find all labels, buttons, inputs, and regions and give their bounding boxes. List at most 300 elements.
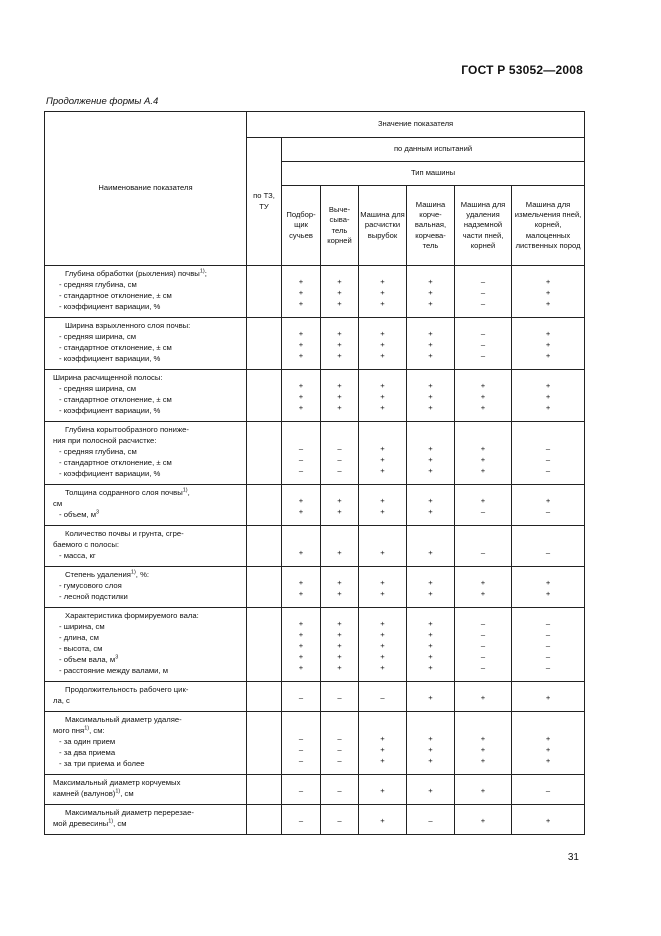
value-mark: + — [545, 299, 551, 308]
machine-value-cell — [321, 805, 359, 835]
header-test-group: по данным испытаний — [282, 138, 585, 162]
value-mark: + — [428, 578, 433, 587]
indicator-name-cell — [45, 682, 247, 712]
value-mark: + — [337, 277, 342, 286]
footnote-mark: 1) — [84, 725, 90, 732]
machine-value-cell — [321, 422, 359, 485]
header-machine-6: Машина для измельчения пней, корней, малоценных лиственных пород — [512, 186, 585, 266]
indicator-name-cell — [45, 318, 247, 370]
indicator-text: камней (валунов) — [53, 789, 116, 798]
spec-cell — [247, 712, 282, 775]
value-mark — [359, 526, 406, 537]
value-mark — [512, 723, 584, 734]
spec-value — [247, 630, 281, 641]
value-mark: + — [428, 288, 433, 297]
value-mark: + — [298, 381, 304, 390]
value-mark: + — [380, 630, 385, 639]
machine-value-cell — [407, 775, 455, 805]
value-mark: + — [380, 641, 385, 650]
value-mark — [359, 318, 406, 329]
value-mark — [407, 608, 454, 619]
spec-value — [247, 370, 281, 381]
value-mark: + — [380, 619, 385, 628]
spec-cell — [247, 318, 282, 370]
value-mark — [359, 712, 406, 723]
spec-cell — [247, 608, 282, 682]
value-mark: + — [380, 340, 385, 349]
machine-value-cell — [455, 370, 512, 422]
machine-value-cell — [321, 775, 359, 805]
footnote-mark: 3 — [96, 509, 100, 516]
indicator-text: - объем вала, м — [59, 655, 116, 664]
value-mark: + — [380, 745, 385, 754]
spec-value — [247, 775, 281, 786]
value-mark: – — [545, 630, 551, 639]
value-mark — [512, 608, 584, 619]
continuation-caption: Продолжение формы А.4 — [46, 96, 159, 107]
indicator-table — [44, 111, 585, 835]
machine-value-cell — [455, 422, 512, 485]
value-mark: – — [337, 745, 342, 754]
indicator-title — [53, 696, 242, 707]
indicator-title — [53, 789, 242, 800]
value-mark — [282, 805, 320, 816]
indicator-title — [53, 499, 242, 510]
value-mark: + — [428, 299, 433, 308]
machine-value-cell — [359, 567, 407, 608]
value-mark: + — [380, 663, 385, 672]
value-mark — [282, 608, 320, 619]
value-mark — [512, 712, 584, 723]
value-mark — [282, 682, 320, 693]
value-mark: + — [298, 403, 304, 412]
value-mark — [455, 266, 511, 277]
table-row — [45, 266, 585, 318]
table-row — [45, 775, 585, 805]
value-mark: – — [298, 816, 304, 825]
value-mark: + — [428, 403, 433, 412]
value-mark — [282, 433, 320, 444]
value-mark — [359, 433, 406, 444]
spec-value — [247, 537, 281, 548]
indicator-title — [53, 488, 242, 499]
value-mark — [512, 433, 584, 444]
indicator-text: - объем, м — [59, 510, 97, 519]
value-mark: + — [545, 277, 551, 286]
indicator-text: Количество почвы и грунта, сгре- — [65, 529, 184, 538]
value-mark: – — [480, 548, 486, 557]
value-mark: + — [480, 455, 486, 464]
indicator-text: Степень удаления — [65, 570, 131, 579]
machine-value-cell — [512, 526, 585, 567]
spec-cell — [247, 805, 282, 835]
machine-value-cell — [359, 485, 407, 526]
table-row — [45, 608, 585, 682]
machine-value-cell — [407, 485, 455, 526]
value-mark: + — [298, 340, 304, 349]
spec-value — [247, 318, 281, 329]
value-mark — [282, 485, 320, 496]
value-mark: – — [337, 693, 342, 702]
value-mark — [512, 775, 584, 786]
indicator-text: - стандартное отклонение, ± см — [59, 291, 172, 300]
document-code: ГОСТ Р 53052—2008 — [461, 63, 583, 77]
value-mark: + — [428, 381, 433, 390]
spec-cell — [247, 422, 282, 485]
value-mark — [359, 608, 406, 619]
value-mark: – — [480, 277, 486, 286]
value-mark — [359, 723, 406, 734]
value-mark: – — [337, 816, 342, 825]
spec-value — [247, 444, 281, 455]
value-mark: + — [480, 578, 486, 587]
value-mark: + — [380, 403, 385, 412]
value-mark: + — [480, 466, 486, 475]
value-mark: + — [298, 299, 304, 308]
value-mark: – — [298, 693, 304, 702]
value-mark: + — [428, 507, 433, 516]
value-mark — [282, 266, 320, 277]
indicator-text: - коэффициент вариации, % — [59, 354, 161, 363]
machine-value-cell — [455, 712, 512, 775]
value-mark — [359, 485, 406, 496]
indicator-text: Ширина взрыхленного слоя почвы: — [65, 321, 191, 330]
header-value-group: Значение показателя — [247, 112, 585, 138]
value-mark — [407, 723, 454, 734]
machine-value-cell — [321, 485, 359, 526]
value-mark — [321, 318, 358, 329]
header-machine-1: Подбор-щик сучьев — [282, 186, 321, 266]
value-mark: + — [380, 392, 385, 401]
value-mark — [321, 723, 358, 734]
indicator-text: мого пня — [53, 726, 85, 735]
indicator-text: баемого с полосы: — [53, 540, 119, 549]
value-mark: + — [428, 340, 433, 349]
value-mark: + — [428, 693, 433, 702]
spec-value — [247, 381, 281, 392]
indicator-name-cell — [45, 485, 247, 526]
value-mark: + — [380, 277, 385, 286]
spec-value — [247, 433, 281, 444]
value-mark: + — [428, 548, 433, 557]
value-mark — [512, 805, 584, 816]
machine-value-cell — [407, 682, 455, 712]
spec-value — [247, 299, 281, 310]
value-mark: + — [298, 630, 304, 639]
value-mark: + — [545, 578, 551, 587]
value-mark — [321, 526, 358, 537]
value-mark: + — [337, 548, 342, 557]
indicator-text-suffix: ; — [204, 269, 207, 278]
value-mark — [512, 567, 584, 578]
value-mark: + — [298, 351, 304, 360]
indicator-title — [53, 726, 242, 737]
value-mark — [321, 712, 358, 723]
indicator-text: - коэффициент вариации, % — [59, 406, 161, 415]
spec-value — [247, 652, 281, 663]
value-mark: + — [337, 340, 342, 349]
spec-cell — [247, 775, 282, 805]
value-mark: – — [480, 652, 486, 661]
footnote-mark: 1) — [199, 268, 205, 275]
value-mark: + — [337, 329, 342, 338]
table-body — [45, 266, 585, 835]
machine-value-cell — [512, 485, 585, 526]
indicator-text: - средняя ширина, см — [59, 384, 137, 393]
machine-value-cell — [321, 682, 359, 712]
header-machine-type: Тип машины — [282, 162, 585, 186]
machine-value-cell — [407, 805, 455, 835]
value-mark — [407, 712, 454, 723]
value-mark: + — [298, 507, 304, 516]
value-mark — [282, 422, 320, 433]
spec-value — [247, 682, 281, 693]
value-mark — [407, 422, 454, 433]
machine-value-cell — [407, 422, 455, 485]
spec-cell — [247, 682, 282, 712]
page-number: 31 — [567, 852, 579, 863]
spec-value — [247, 756, 281, 767]
header-spec: по ТЗ, ТУ — [247, 138, 282, 266]
value-mark: + — [428, 466, 433, 475]
spec-value — [247, 351, 281, 362]
machine-value-cell — [455, 318, 512, 370]
value-mark — [455, 318, 511, 329]
spec-value — [247, 663, 281, 674]
value-mark: – — [298, 786, 304, 795]
value-mark — [512, 266, 584, 277]
value-mark: – — [298, 734, 304, 743]
indicator-subitem — [53, 469, 242, 480]
indicator-text: ла, с — [53, 696, 70, 705]
spec-cell — [247, 567, 282, 608]
machine-value-cell — [455, 567, 512, 608]
indicator-text-suffix: , — [187, 488, 190, 497]
value-mark — [321, 537, 358, 548]
value-mark — [407, 433, 454, 444]
indicator-text: Продолжительность рабочего цик- — [65, 685, 189, 694]
value-mark — [455, 712, 511, 723]
indicator-title — [53, 436, 242, 447]
value-mark: – — [337, 756, 342, 765]
value-mark — [321, 485, 358, 496]
value-mark — [407, 370, 454, 381]
spec-value — [247, 340, 281, 351]
value-mark — [407, 318, 454, 329]
machine-value-cell — [512, 422, 585, 485]
value-mark: + — [545, 340, 551, 349]
indicator-title — [53, 540, 242, 551]
machine-value-cell — [359, 775, 407, 805]
machine-value-cell — [455, 805, 512, 835]
indicator-subitem — [53, 622, 242, 633]
table-row — [45, 526, 585, 567]
value-mark — [359, 422, 406, 433]
table-row — [45, 370, 585, 422]
value-mark: + — [428, 277, 433, 286]
machine-value-cell — [512, 775, 585, 805]
indicator-text: - за три приема и более — [59, 759, 145, 768]
value-mark — [282, 723, 320, 734]
table-row — [45, 682, 585, 712]
value-mark: + — [337, 392, 342, 401]
value-mark: – — [480, 641, 486, 650]
value-mark — [455, 608, 511, 619]
value-mark: + — [380, 548, 385, 557]
value-mark: + — [428, 589, 433, 598]
value-mark: – — [480, 351, 486, 360]
indicator-title — [53, 808, 242, 819]
indicator-text: - за два приема — [59, 748, 116, 757]
value-mark: + — [428, 756, 433, 765]
value-mark: + — [380, 299, 385, 308]
value-mark: – — [480, 329, 486, 338]
value-mark: + — [545, 693, 551, 702]
spec-value — [247, 266, 281, 277]
value-mark — [321, 682, 358, 693]
indicator-subitem — [53, 291, 242, 302]
value-mark: + — [428, 444, 433, 453]
value-mark — [455, 537, 511, 548]
indicator-text-suffix: , см — [113, 819, 127, 828]
value-mark — [359, 537, 406, 548]
machine-value-cell — [512, 682, 585, 712]
value-mark: + — [480, 693, 486, 702]
value-mark: – — [337, 444, 342, 453]
machine-value-cell — [359, 370, 407, 422]
value-mark: – — [545, 444, 551, 453]
indicator-text-suffix: , см: — [89, 726, 105, 735]
spec-value — [247, 422, 281, 433]
value-mark: + — [428, 734, 433, 743]
indicator-text-suffix: , %: — [135, 570, 150, 579]
machine-value-cell — [407, 608, 455, 682]
indicator-text: - коэффициент вариации, % — [59, 469, 161, 478]
machine-value-cell — [512, 805, 585, 835]
value-mark: + — [428, 329, 433, 338]
value-mark: + — [545, 403, 551, 412]
value-mark: – — [545, 663, 551, 672]
machine-value-cell — [407, 318, 455, 370]
machine-value-cell — [407, 266, 455, 318]
machine-value-cell — [282, 422, 321, 485]
machine-value-cell — [455, 485, 512, 526]
indicator-text: - коэффициент вариации, % — [59, 302, 161, 311]
value-mark: + — [298, 663, 304, 672]
indicator-name-cell — [45, 805, 247, 835]
indicator-subitem — [53, 302, 242, 313]
spec-value — [247, 526, 281, 537]
footnote-mark: 1) — [108, 818, 114, 825]
value-mark: – — [545, 466, 551, 475]
spec-value — [247, 496, 281, 507]
spec-value — [247, 455, 281, 466]
value-mark: + — [480, 756, 486, 765]
value-mark — [282, 567, 320, 578]
value-mark: + — [380, 496, 385, 505]
spec-value — [247, 619, 281, 630]
indicator-title — [53, 570, 242, 581]
value-mark: + — [545, 351, 551, 360]
value-mark — [282, 370, 320, 381]
indicator-title — [53, 373, 242, 384]
machine-value-cell — [512, 712, 585, 775]
spec-cell — [247, 485, 282, 526]
value-mark: – — [545, 786, 551, 795]
indicator-name-cell — [45, 608, 247, 682]
machine-value-cell — [407, 712, 455, 775]
machine-value-cell — [359, 318, 407, 370]
machine-value-cell — [512, 370, 585, 422]
value-mark — [321, 608, 358, 619]
value-mark — [455, 433, 511, 444]
spec-value — [247, 567, 281, 578]
value-mark: + — [545, 329, 551, 338]
indicator-name-cell — [45, 775, 247, 805]
value-mark: + — [428, 786, 433, 795]
indicator-subitem — [53, 343, 242, 354]
value-mark — [512, 526, 584, 537]
value-mark: – — [298, 756, 304, 765]
value-mark: – — [380, 693, 385, 702]
value-mark: – — [545, 455, 551, 464]
value-mark: + — [298, 619, 304, 628]
value-mark: + — [337, 641, 342, 650]
value-mark — [455, 567, 511, 578]
value-mark: + — [480, 392, 486, 401]
value-mark: + — [337, 507, 342, 516]
indicator-subitem — [53, 737, 242, 748]
value-mark — [455, 485, 511, 496]
machine-value-cell — [282, 567, 321, 608]
value-mark: + — [380, 816, 385, 825]
indicator-text: Характеристика формируемого вала: — [65, 611, 199, 620]
value-mark: + — [298, 578, 304, 587]
machine-value-cell — [321, 370, 359, 422]
indicator-text: Глубина обработки (рыхления) почвы — [65, 269, 200, 278]
value-mark: + — [337, 589, 342, 598]
machine-value-cell — [455, 608, 512, 682]
value-mark: + — [480, 444, 486, 453]
value-mark: – — [480, 288, 486, 297]
indicator-text: Ширина расчищенной полосы: — [53, 373, 163, 382]
machine-value-cell — [282, 370, 321, 422]
indicator-text: мой древесины — [53, 819, 109, 828]
spec-value — [247, 329, 281, 340]
value-mark: + — [380, 455, 385, 464]
machine-value-cell — [455, 682, 512, 712]
value-mark: + — [337, 619, 342, 628]
indicator-subitem — [53, 633, 242, 644]
machine-value-cell — [321, 712, 359, 775]
value-mark — [282, 775, 320, 786]
value-mark — [455, 805, 511, 816]
value-mark: + — [428, 455, 433, 464]
indicator-subitem — [53, 458, 242, 469]
value-mark: + — [380, 756, 385, 765]
spec-value — [247, 641, 281, 652]
value-mark: + — [380, 786, 385, 795]
value-mark: + — [337, 663, 342, 672]
value-mark: + — [428, 619, 433, 628]
value-mark: + — [337, 630, 342, 639]
spec-value — [247, 786, 281, 797]
machine-value-cell — [321, 567, 359, 608]
value-mark — [455, 370, 511, 381]
value-mark: + — [337, 652, 342, 661]
value-mark — [321, 433, 358, 444]
machine-value-cell — [321, 526, 359, 567]
